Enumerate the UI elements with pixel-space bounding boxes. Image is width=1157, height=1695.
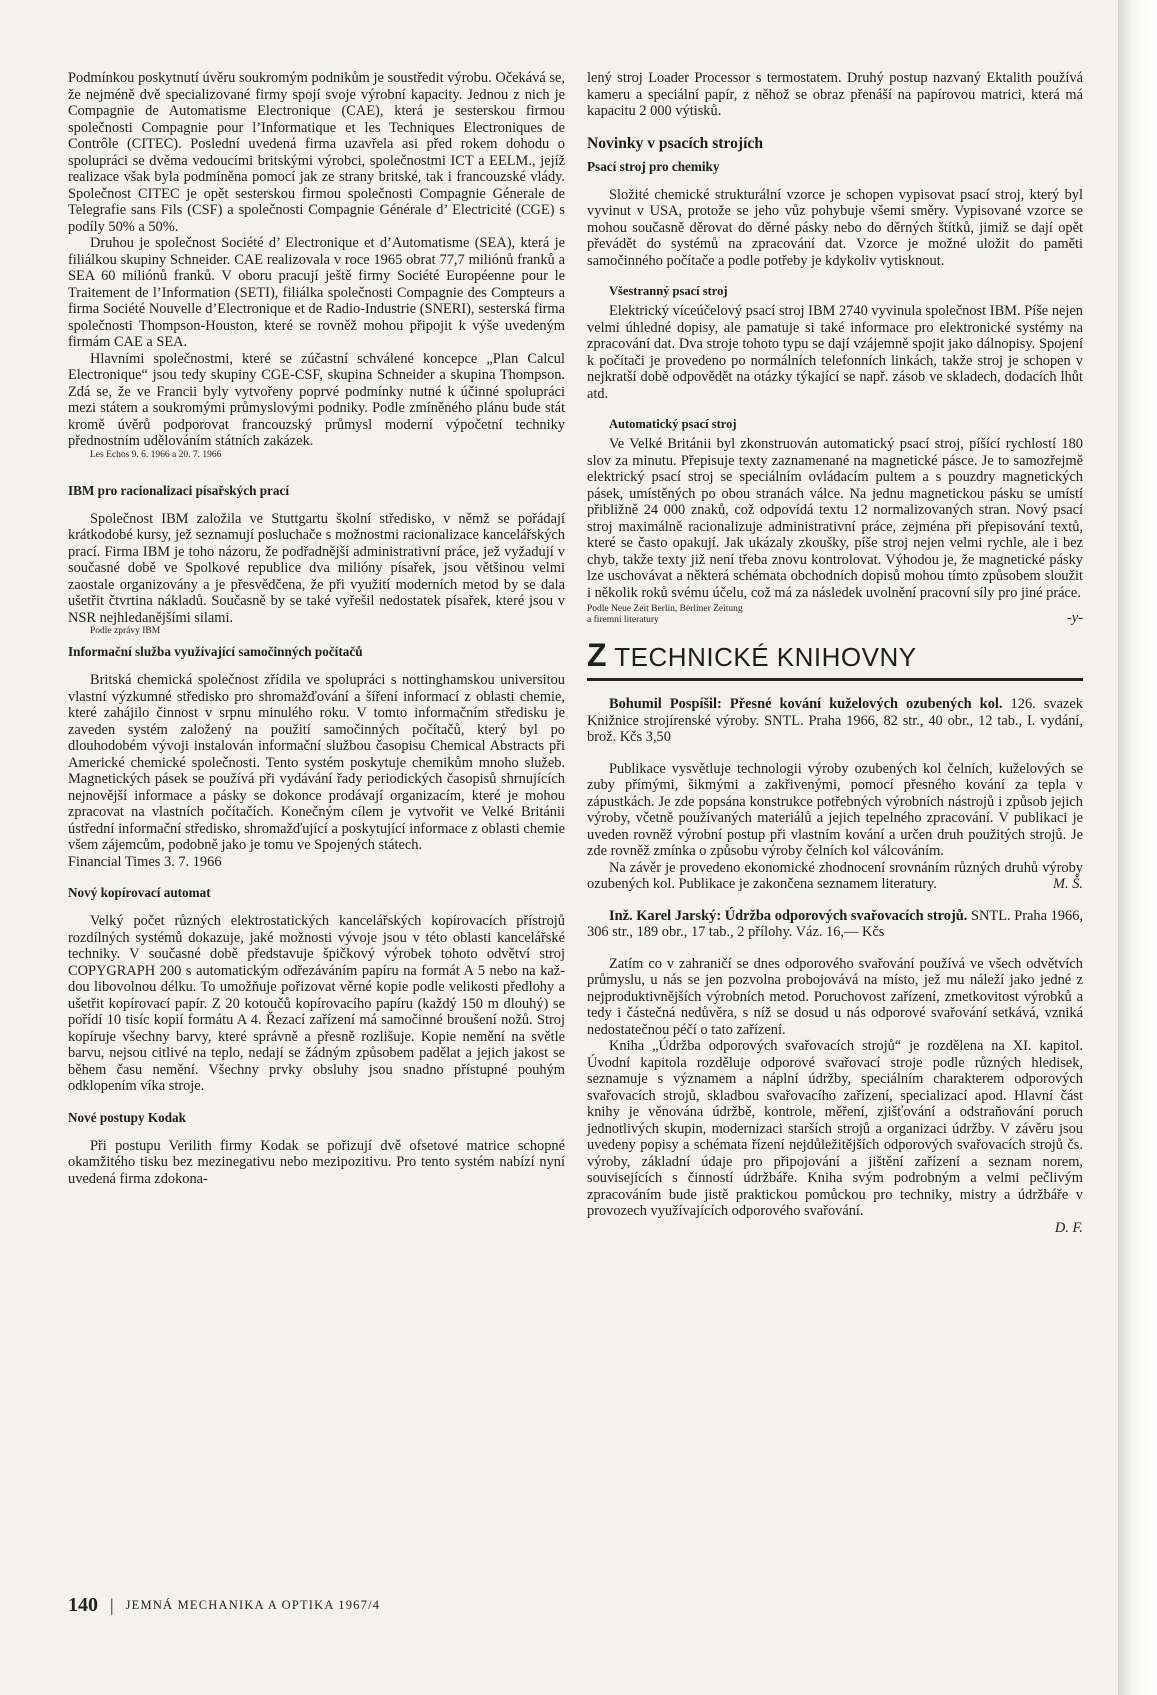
automatic-typewriter-signature: -y- <box>1067 609 1083 626</box>
intro-paragraph-3: Hlavními společnostmi, které se zúčastní schválené koncepce „Plan Calcul Electronique“ jsou tedy skupiny CGE-CSF, skupina Schneider a skupina Thompson. Zdá se, že ve Francii byly vytvořeny poprvé podmínky nutné k účinné spolupráci mezi státem a soukromými průmyslovými podniky. Podle zmíněného plánu bude stát kromě úvěrů podporovat francouzský průmysl moderní výpočetní techniky přednostním udělováním státních zakázek. <box>68 350 565 449</box>
universal-typewriter-heading: Všestranný psací stroj <box>609 284 728 298</box>
info-service-heading: Informační služba využívající samočinných počítačů <box>68 644 363 659</box>
automatic-typewriter-source-row <box>587 601 1083 626</box>
kodak-paragraph: Při postupu Verilith firmy Kodak se pořizují dvě ofsetové matrice schopné okamžitého tisku bez mezinegativu nebo mezipozitivu. Pro tento systém nabízí nyní uvedená firma zdokona- <box>68 1137 565 1187</box>
book1-publication-details: 126. svazek Knižnice strojírenské výroby. SNTL. Praha 1966, 82 str., 40 obr., 12 tab., I. vydání, brož. Kčs 3,50 <box>587 696 1083 745</box>
chemist-typewriter-heading: Psací stroj pro chemiky <box>587 158 720 174</box>
journal-name: JEMNÁ MECHANIKA A OPTIKA 1967/4 <box>125 1598 381 1612</box>
automatic-typewriter-heading: Automatický psací stroj <box>609 417 737 431</box>
page-footer <box>68 1594 380 1617</box>
book2-paragraph-1: Zatím co v zahraničí se dnes odporového svařování používá ve všech odvětvích průmyslu, u nás se jen pozvolna probojovává na místo, jež mu náleží jako jedné z nejproduktivnějších výrobních metod. Poruchovost zařízení, zmetkovitost výrobků a tedy i částečná nedůvěra, s níž se dosud u nás odporové svařování setkává, vzniká nedostatečnou péčí o tato zařízení. <box>587 955 1083 1038</box>
book1-author-title: Bohumil Pospíšil: Přesné kování kuželových ozubených kol. <box>609 696 1003 712</box>
chemist-typewriter-paragraph: Složité chemické strukturální vzorce je schopen vypisovat psací stroj, který byl vyvinut v USA, protože se jeho vůz pohybuje všemi směry. Vypisované vzorce se mohou současně děrovat do děrné pásky nebo do děrných štítků, jimiž se dají opět převádět do systémů na zpracování dat. Vzorce je možné uložit do paměti samočinného počítače a podle potřeby je kdykoliv vytisknout. <box>587 186 1083 269</box>
page-number: 140 <box>68 1594 98 1616</box>
info-service-paragraph: Britská chemická společnost zřídila ve spolupráci s nottinghamskou universitou vlastní výzkumné středisko pro shromažďování a šíření informací z oblasti chemie, které zahájilo činnost v srpnu minulého roku. V tomto informačním středisku je zaveden systém založený na použití samočinných počítačů, který byl po dlouhodobém vývoji instalován informační službou časopisu Chemical Abstracts při Americké chemické společnosti. Tento systém poskytuje chemikům mnoho služeb. Magnetických pásek se používá při vydávání řady periodických časopisů shrnujících nejnovější informace a pásky se dokonce prodávají organizacím, které je mohou zpracovat na vlastních počítačích. Konečným cílem je vytvořit ve Velké Británii ústřední informační středisko, shromažďující a poskytující informace z oblasti chemie všem zájemcům, podobně jako je tomu ve Spojených státech. <box>68 672 565 853</box>
intro-source: Les Echos 9. 6. 1966 a 20. 7. 1966 <box>90 449 222 460</box>
typewriters-section-heading: Novinky v psacích strojích <box>587 134 764 152</box>
ibm-paragraph: Společnost IBM založila ve Stuttgartu školní středisko, v němž se pořádají krátkodobé kursy, jež seznamují posluchače s možnostmi racionalizace kancelářských prací. Firma IBM je toho názoru, že podřadnější administrativní práce, jež vyžadují v současné době ve Spolkové republice dva milióny písařek, jsou většinou velmi zaostale organizovány a je přesvědčena, že při využití moderních metod by se dala ušetřit čtvrtina nákladů. Současně by se také vyřešil nedostatek písařek, které jsou v NSR nejhledanějšími silami. <box>68 510 565 626</box>
automatic-typewriter-paragraph: Ve Velké Británii byl zkonstruován automatický psací stroj, píšící rychlostí 180 slov za minutu. Přepisuje texty zaznamenané na magnetické pásce. Je to samozřejmě elektrický psací stroj se speciálním ovládacím pultem a s pouzdry magnetických pásek, umístěných po obou stranách válce. Na jednu magnetickou pásku se umístí přibližně 24 000 znaků, což odpovídá textu 12 normalizovaných stran. Nový psací stroj maximálně racionalizuje administrativní práce, zejména při přepisování textů, které se často opakují. Jak ukázaly zkoušky, píše stroj nejen velmi rychle, ale i bez chyb, takže texty již není třeba znovu kontrolovat. Výhodou je, že magnetické pásky lze uschovávat a některá schémata obchodních dopisů mohou tímto způsobem sloužit i několik roků svému účelu, což má za následek uvolnění pracovní síly pro jiné práce. <box>587 436 1083 601</box>
footer-separator: | <box>110 1595 114 1615</box>
kodak-continued-paragraph: lený stroj Loader Processor s termostatem. Druhý postup nazvaný Ektalith používá kameru a speciální papír, z něhož se obraz přenáší na papírovou matrici, která má kapacitu 2 000 výtisků. <box>587 70 1083 119</box>
book2-paragraph-2: Kniha „Údržba odporových svařovacích strojů“ je rozdělena na XI. kapitol. Úvodní kapitola rozděluje odporové svařovací stroje podle různých hledisek, seznamuje s významem a náplní údržby, speciálním charakterem odporových svařovacích strojů, skladbou svařovacího zařízení, specializací apod. Hlavní část knihy je věnována údržbě, kontrole, měření, zjišťování a odstraňování poruch jednotlivých skupin, modernizaci starších strojů a organizaci údržby. V závěru jsou uvedeny popisy a schémata řízení nejdůležitějších odporových svařovacích strojů čs. výroby, základní údaje pro připojování a jištění zařízení a seznam norem, souvisejících s činností údržbáře. Kniha svým podrobným a velmi pečlivým zpracováním bude jistě praktickou pomůckou pro techniky, mistry a údržbáře v provozech využívajících odporového svařování. <box>587 1038 1083 1219</box>
left-column <box>68 70 565 1187</box>
kodak-heading: Nové postupy Kodak <box>68 1109 186 1125</box>
copier-heading: Nový kopírovací automat <box>68 885 211 900</box>
book1-signature: M. Š. <box>1053 876 1083 892</box>
book2-publication-details: SNTL. Praha 1966, 306 str., 189 obr., 17 tab., 2 přílohy. Váz. 16,— Kčs <box>587 907 1083 940</box>
ibm-heading: IBM pro racionalizaci písařských prací <box>68 482 290 498</box>
ibm-source: Podle zprávy IBM <box>90 626 161 636</box>
page-edge <box>1118 0 1157 1695</box>
intro-paragraph-2: Druhou je společnost Société d’ Electronique et d’Automatisme (SEA), která je filiálkou skupiny Schneider. CAE realizovala v roce 1965 obrat 77,7 miliónů franků a SEA 60 miliónů franků. V oboru pracují ještě firmy Société Européenne pour le Traitement de l’Information (SETI), filiálka společnosti Compagnie des Compteurs a firma Société Nouvelle d’Electronique et de Radio-Industrie (SNERI), sesterská firma společnosti Thompson-Houston, které se rovněž mohou připojit k výše uvedeným firmám CAE a SEA. <box>68 235 565 350</box>
copier-paragraph: Velký počet různých elektrostatických kancelářských kopírovacích přístrojů rozdílných systémů dokazuje, jaké možnosti vývoje jsou v této oblasti kancelářské techniky. V současné době představuje špičkový výrobek tohoto odvětví stroj COPYGRAPH 200 s automatickým odřezáváním papíru na formát A 5 nebo na každou libovolnou délku. To umožňuje pořizovat věrné kopie podle velikosti předlohy a ušetřit kopírovací papír. Z 20 kotoučů kopírovacího papíru (každý 150 m dlouhý) se pořídí 10 tisíc kopií formátu A 4. Řezací zařízení má samočinné broušení nožů. Stroj kopíruje všechny barvy, které správně a přesně rozlišuje. Kopie nemění na světle barvu, nejsou citlivé na teplo, nedají se žádným způsobem padělat a jejich jakost se během času nemění. Všechny prvky obsluhy jsou snadno přístupné pouhým odklopením víka stroje. <box>68 913 565 1094</box>
info-service-source: Financial Times 3. 7. 1966 <box>68 853 222 870</box>
library-heading-rest: TECHNICKÉ KNIHOVNY <box>607 642 917 672</box>
book2-author-title: Inž. Karel Jarský: Údržba odporových svařovacích strojů. <box>609 907 968 924</box>
book1-paragraph-1: Publikace vysvětluje technologii výroby ozubených kol čelních, kuželových se zuby přímými, šikmými a zakřivenými, pomocí přesného kování za tepla v zápustkách. Je zde popsána konstrukce potřebných výrobních nástrojů i způsob jejich výroby, včetně používaných materiálů a jejich tepelného zpracování. V publikaci je uveden rovněž výrobní postup při vlastním kování a určen druh použitých strojů. Je zde rovněž zmínka o způsobu výroby čelních kol válcováním. <box>587 760 1083 859</box>
automatic-typewriter-source-line-1: Podle Neue Zeit Berlin, Berliner Zeitung <box>587 604 743 614</box>
book2-header <box>587 908 1083 941</box>
intro-paragraph-1: Podmínkou poskytnutí úvěru soukromým podnikům je soustředit výrobu. Očekává se, že nejméně dvě specializované firmy spojí svoje výrobní kapacity. Jednou z nich je Compagnie de Automatisme Electronique (CAE), která je sesterskou firmou společnosti Compagnie pour l’Informatique et les Techniques Electroniques de Contrôle (CITEC). Poslední uvedená firma uzavřela asi před rokem dohodu o spolupráci se dvěma vedoucími britskými výrobci, společnostmi ICT a EELM., jejíž realizace však byla podmíněna pomocí jak ze strany britské, tak i francouzské vlády. Společnost CITEC je opět sesterskou firmou společnosti Compagnie Génerale de Telegrafie sans Fils (CSF) a společnosti Compagnie Générale d’ Electricité (CGE) s podíly 50% a 50%. <box>68 70 565 235</box>
book1-paragraph-2-text: Na závěr je provedeno ekonomické zhodnocení srovnáním různých druhů výroby ozubených kol. Publikace je zakončena seznamem literatury. <box>587 859 1083 892</box>
book1-header <box>587 696 1083 746</box>
library-section-heading <box>587 637 1083 681</box>
universal-typewriter-paragraph: Elektrický víceúčelový psací stroj IBM 2740 vyvinula společnost IBM. Píše nejen velmi úhledné dopisy, ale pamatuje si také informace pro elektronické systémy na zpracování dat. Dva stroje tohoto typu se dají vzájemně spojit jako dálnopisy. Spojení k počítači je provedeno po normálních telefonních linkách, takže stroj je schopen v nejkratší době odpovědět na otázky týkající se např. zásob ve skladech, dodacích lhůt atd. <box>587 303 1083 402</box>
automatic-typewriter-source-line-2: a firemní literatury <box>587 615 659 625</box>
book1-paragraph-2 <box>587 860 1083 893</box>
book2-signature: D. F. <box>1054 1219 1083 1236</box>
library-heading-initial: Z <box>587 637 608 673</box>
right-column <box>587 70 1083 1236</box>
